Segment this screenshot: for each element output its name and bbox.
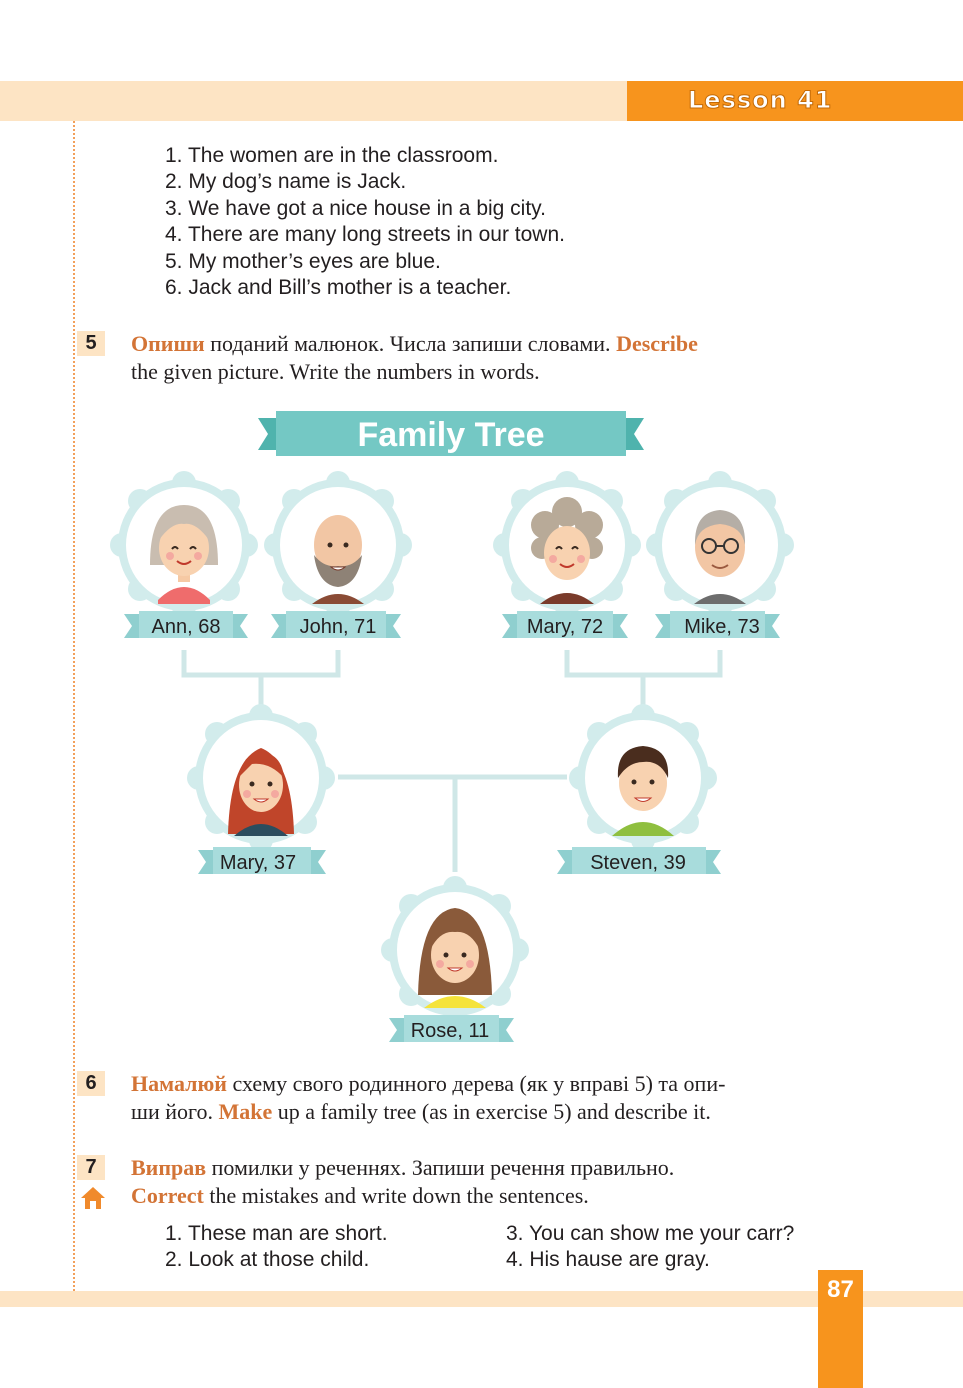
avatar-mary-grandmother — [493, 471, 641, 619]
family-tree-banner — [258, 411, 644, 456]
exercise-7-text-en: the mistakes and write down the sentences. — [203, 1183, 589, 1208]
member-label-steven: Steven, 39 — [590, 852, 686, 874]
sentence-item: 3. You can show me your carr? — [506, 1222, 795, 1245]
family-tree-title: Family Tree — [357, 416, 545, 454]
avatar-steven — [569, 704, 717, 852]
avatar-rose — [381, 876, 529, 1024]
avatar-john — [264, 471, 412, 619]
member-label-mike: Mike, 73 — [684, 616, 760, 638]
list-item: 6. Jack and Bill’s mother is a teacher. — [165, 276, 512, 300]
name-ribbon — [389, 1015, 514, 1042]
list-item: 2. My dog’s name is Jack. — [165, 170, 407, 194]
exercise-6-text-ua-1: схему свого родинного дерева (як у вправі 5) та опи- — [226, 1071, 726, 1096]
name-ribbon — [271, 611, 401, 638]
member-label-john: John, 71 — [299, 616, 377, 638]
member-label-mary-72: Mary, 72 — [526, 616, 604, 638]
house-icon — [80, 1186, 106, 1210]
exercise-6-text-ua-2: ши його. — [131, 1099, 219, 1124]
exercise-6-text-en: up a family tree (as in exercise 5) and describe it. — [272, 1099, 711, 1124]
exercise-5-text-ua: поданий малюнок. Числа запиши словами. — [204, 331, 617, 356]
exercise-6-instruction — [131, 1070, 851, 1126]
list-item: 3. We have got a nice house in a big city. — [165, 196, 546, 220]
sentence-item: 4. His hause are gray. — [506, 1248, 710, 1272]
exercise-7-keyword-en: Correct — [131, 1183, 204, 1208]
lesson-label: Lesson 41 — [688, 86, 833, 114]
avatar-mike — [646, 471, 794, 619]
exercise-7-text-ua: помилки у реченнях. Запиши речення правильно. — [206, 1155, 675, 1180]
exercise-7-sentences-right — [506, 1221, 794, 1274]
exercise-7-number: 7 — [77, 1155, 105, 1180]
exercise-6-keyword-en: Make — [218, 1099, 273, 1124]
member-label-rose: Rose, 11 — [410, 1020, 490, 1042]
name-ribbon — [198, 847, 326, 874]
exercise-5-keyword-en: Describe — [616, 331, 698, 356]
name-ribbon — [655, 611, 780, 638]
exercise-7-keyword-ua: Виправ — [131, 1155, 207, 1180]
name-ribbon — [557, 847, 721, 874]
sentence-item: 2. Look at those child. — [165, 1248, 370, 1272]
exercise-5-text-en: the given picture. Write the numbers in words. — [131, 359, 540, 384]
exercise-6-number: 6 — [77, 1071, 105, 1096]
sentence-item: 1. These man are short. — [165, 1222, 388, 1245]
list-item: 1. The women are in the classroom. — [165, 144, 499, 167]
name-ribbon — [124, 611, 248, 638]
avatar-mary-mother — [187, 704, 335, 852]
exercise-5-number: 5 — [77, 331, 105, 356]
name-ribbon — [502, 611, 628, 638]
exercise-6-keyword-ua: Намалюй — [131, 1071, 227, 1096]
member-label-ann: Ann, 68 — [151, 616, 221, 638]
exercise-7-sentences-left — [165, 1221, 388, 1274]
member-label-mary-37: Mary, 37 — [219, 852, 297, 874]
exercise-7-instruction — [131, 1154, 851, 1210]
page-number: 87 — [827, 1276, 854, 1303]
exercise-5-keyword-ua: Опиши — [131, 331, 205, 356]
list-item: 5. My mother’s eyes are blue. — [165, 249, 441, 273]
avatar-ann — [110, 471, 258, 619]
list-item: 4. There are many long streets in our town. — [165, 223, 565, 247]
